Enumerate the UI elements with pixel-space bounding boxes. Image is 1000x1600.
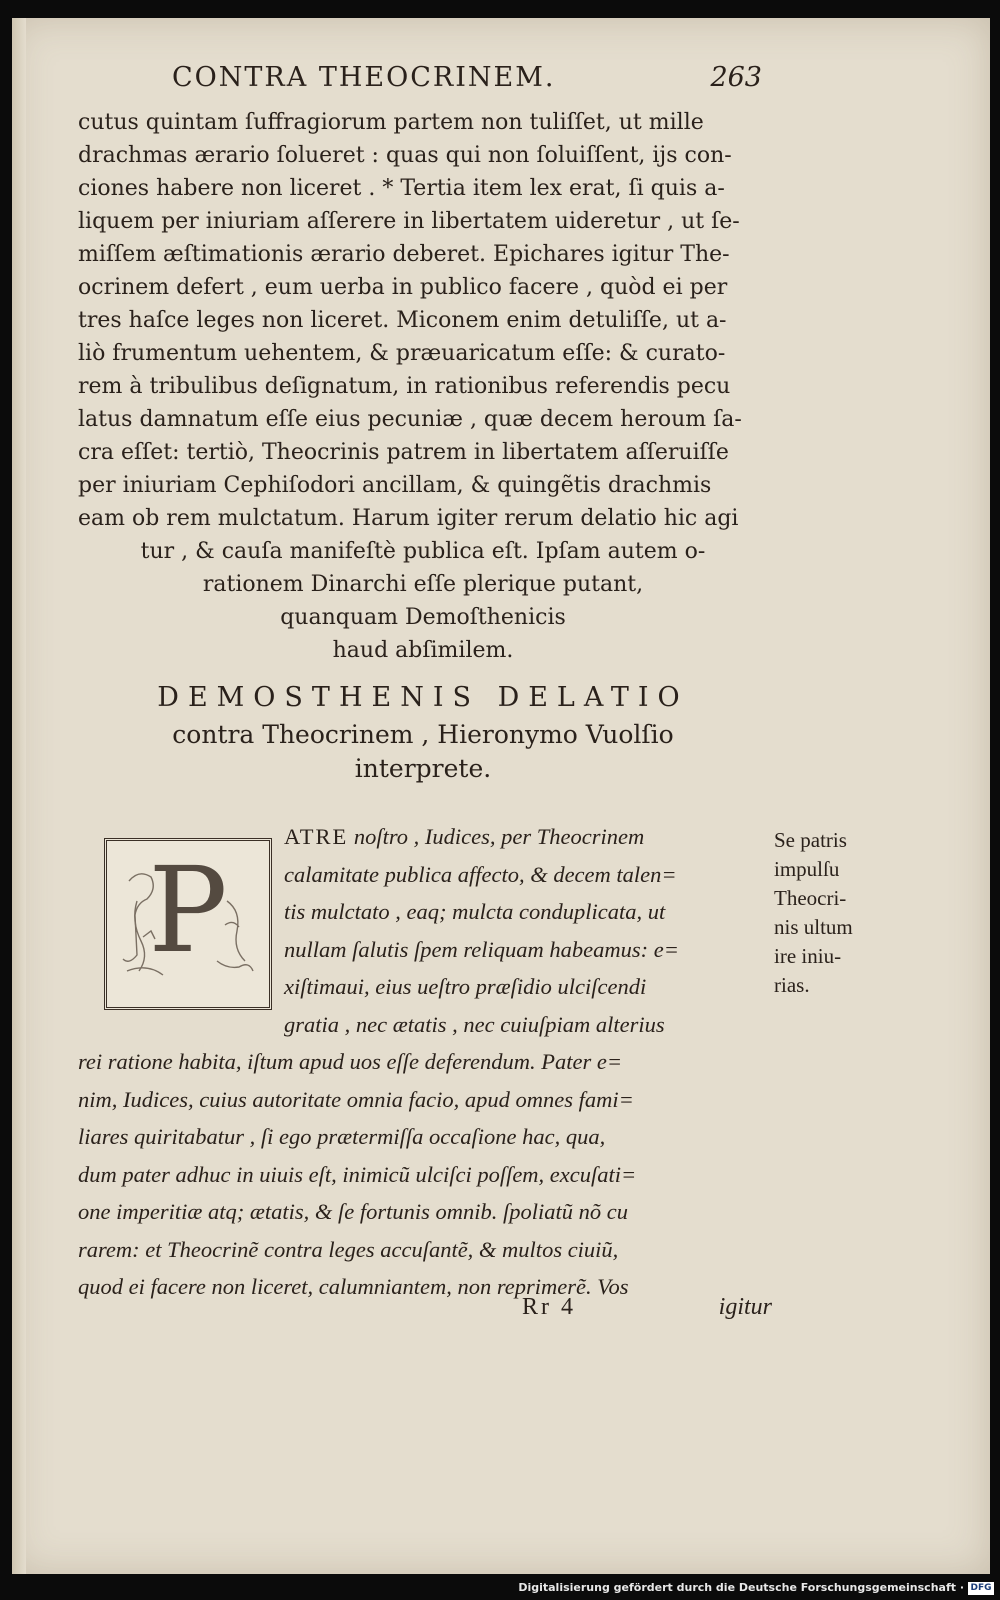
text-line: nim, Iudices, cuius autoritate omnia facio, apud omnes fami= bbox=[78, 1086, 634, 1112]
text-line: nullam ſalutis ſpem reliquam habeamus: e= bbox=[284, 936, 679, 962]
text-run: noſtro , Iudices, per Theocrinem bbox=[348, 824, 645, 849]
text-line-centered: haud abſimilem. bbox=[332, 638, 514, 663]
text-line: miſſem æſtimationis ærario deberet. Epichares igitur The- bbox=[78, 242, 730, 267]
text-line: latus damnatum eſſe eius pecuniæ , quæ decem heroum ſa- bbox=[78, 407, 742, 432]
small-caps-word: ATRE bbox=[284, 824, 349, 849]
note-line: rias. bbox=[774, 973, 810, 997]
page-number: 263 bbox=[710, 62, 762, 93]
text-line: liquem per iniuriam aſſerere in libertatem uideretur , ut ſe- bbox=[78, 209, 740, 234]
text-line: tres haſce leges non liceret. Miconem enim detuliſſe, ut a- bbox=[78, 308, 727, 333]
text-line: drachmas ærario ſolueret : quas qui non ſoluiſſent, ijs con- bbox=[78, 143, 732, 168]
text-line: rarem: et Theocrinẽ contra leges accuſantẽ, & multos ciuiũ, bbox=[78, 1236, 619, 1262]
text-line: rem à tribulibus deſignatum, in rationibus referendis pecu bbox=[78, 374, 731, 399]
text-line-centered: tur , & cauſa manifeſtè publica eſt. Ipſam autem o- bbox=[140, 539, 706, 564]
text-line: ocrinem defert , eum uerba in publico facere , quòd ei per bbox=[78, 275, 728, 300]
text-line: xiſtimaui, eius ueſtro præſidio ulciſcendi bbox=[284, 974, 647, 999]
note-line: nis ultum bbox=[774, 915, 853, 939]
running-title: CONTRA THEOCRINEM. bbox=[172, 62, 556, 93]
text-line: liò frumentum uehentem, & præuaricatum eſſe: & curato- bbox=[78, 341, 726, 366]
book-page bbox=[12, 18, 990, 1574]
text-line: quod ei facere non liceret, calumniantem, non reprimerẽ. Vos bbox=[78, 1274, 629, 1299]
text-line: gratia , nec ætatis , nec cuiuſpiam alterius bbox=[284, 1011, 665, 1037]
note-line: Se patris bbox=[774, 828, 847, 852]
text-line: dum pater adhuc in uiuis eſt, inimicũ ulciſci poſſem, excuſati= bbox=[78, 1161, 637, 1187]
text-line: per iniuriam Cephiſodori ancillam, & quingẽtis drachmis bbox=[78, 473, 712, 498]
text-line: cra eſſet: tertiò, Theocrinis patrem in libertatem aſſeruiſſe bbox=[78, 440, 729, 465]
section-title bbox=[78, 678, 768, 786]
note-line: ire iniu- bbox=[774, 944, 842, 968]
text-line: cutus quintam ſuffragiorum partem non tuliſſet, ut mille bbox=[78, 110, 704, 135]
title-sub-line: interprete. bbox=[354, 754, 492, 783]
marginal-note bbox=[774, 826, 894, 1000]
text-line bbox=[78, 818, 772, 856]
text-line: ciones habere non liceret . * Tertia item lex erat, ſi quis a- bbox=[78, 176, 725, 201]
text-line: calamitate publica affecto, & decem talen= bbox=[284, 861, 677, 887]
digitization-footer bbox=[0, 1578, 1000, 1600]
title-main: DEMOSTHENIS DELATIO bbox=[157, 682, 689, 713]
signature-mark: Rr 4 bbox=[522, 1294, 576, 1320]
initial-letter: P bbox=[148, 841, 228, 979]
oration-text bbox=[78, 818, 772, 1306]
text-line: eam ob rem mulctatum. Harum igiter rerum delatio hic agi bbox=[78, 506, 739, 531]
text-line-centered: rationem Dinarchi eſſe plerique putant, bbox=[202, 572, 644, 597]
catchword: igitur bbox=[718, 1294, 772, 1320]
text-line: one imperitiæ atq; ætatis, & ſe fortunis omnib. ſpoliatũ nõ cu bbox=[78, 1199, 628, 1224]
note-line: impulſu bbox=[774, 857, 840, 881]
dfg-logo: DFG bbox=[968, 1582, 994, 1595]
note-line: Theocri- bbox=[774, 886, 847, 910]
text-line: tis mulctato , eaq; mulcta conduplicata, ut bbox=[284, 899, 666, 924]
text-line: liares quiritabatur , ſi ego prætermiſſa occaſione hac, qua, bbox=[78, 1124, 606, 1149]
text-line-centered: quanquam Demoſthenicis bbox=[280, 605, 566, 630]
text-line: rei ratione habita, iſtum apud uos eſſe deferendum. Pater e= bbox=[78, 1049, 623, 1074]
intro-paragraph bbox=[78, 106, 768, 667]
title-sub-line: contra Theocrinem , Hieronymo Vuolſio bbox=[172, 720, 674, 749]
footer-credit: Digitalisierung gefördert durch die Deutsche Forschungsgemeinschaft · bbox=[518, 1581, 964, 1594]
